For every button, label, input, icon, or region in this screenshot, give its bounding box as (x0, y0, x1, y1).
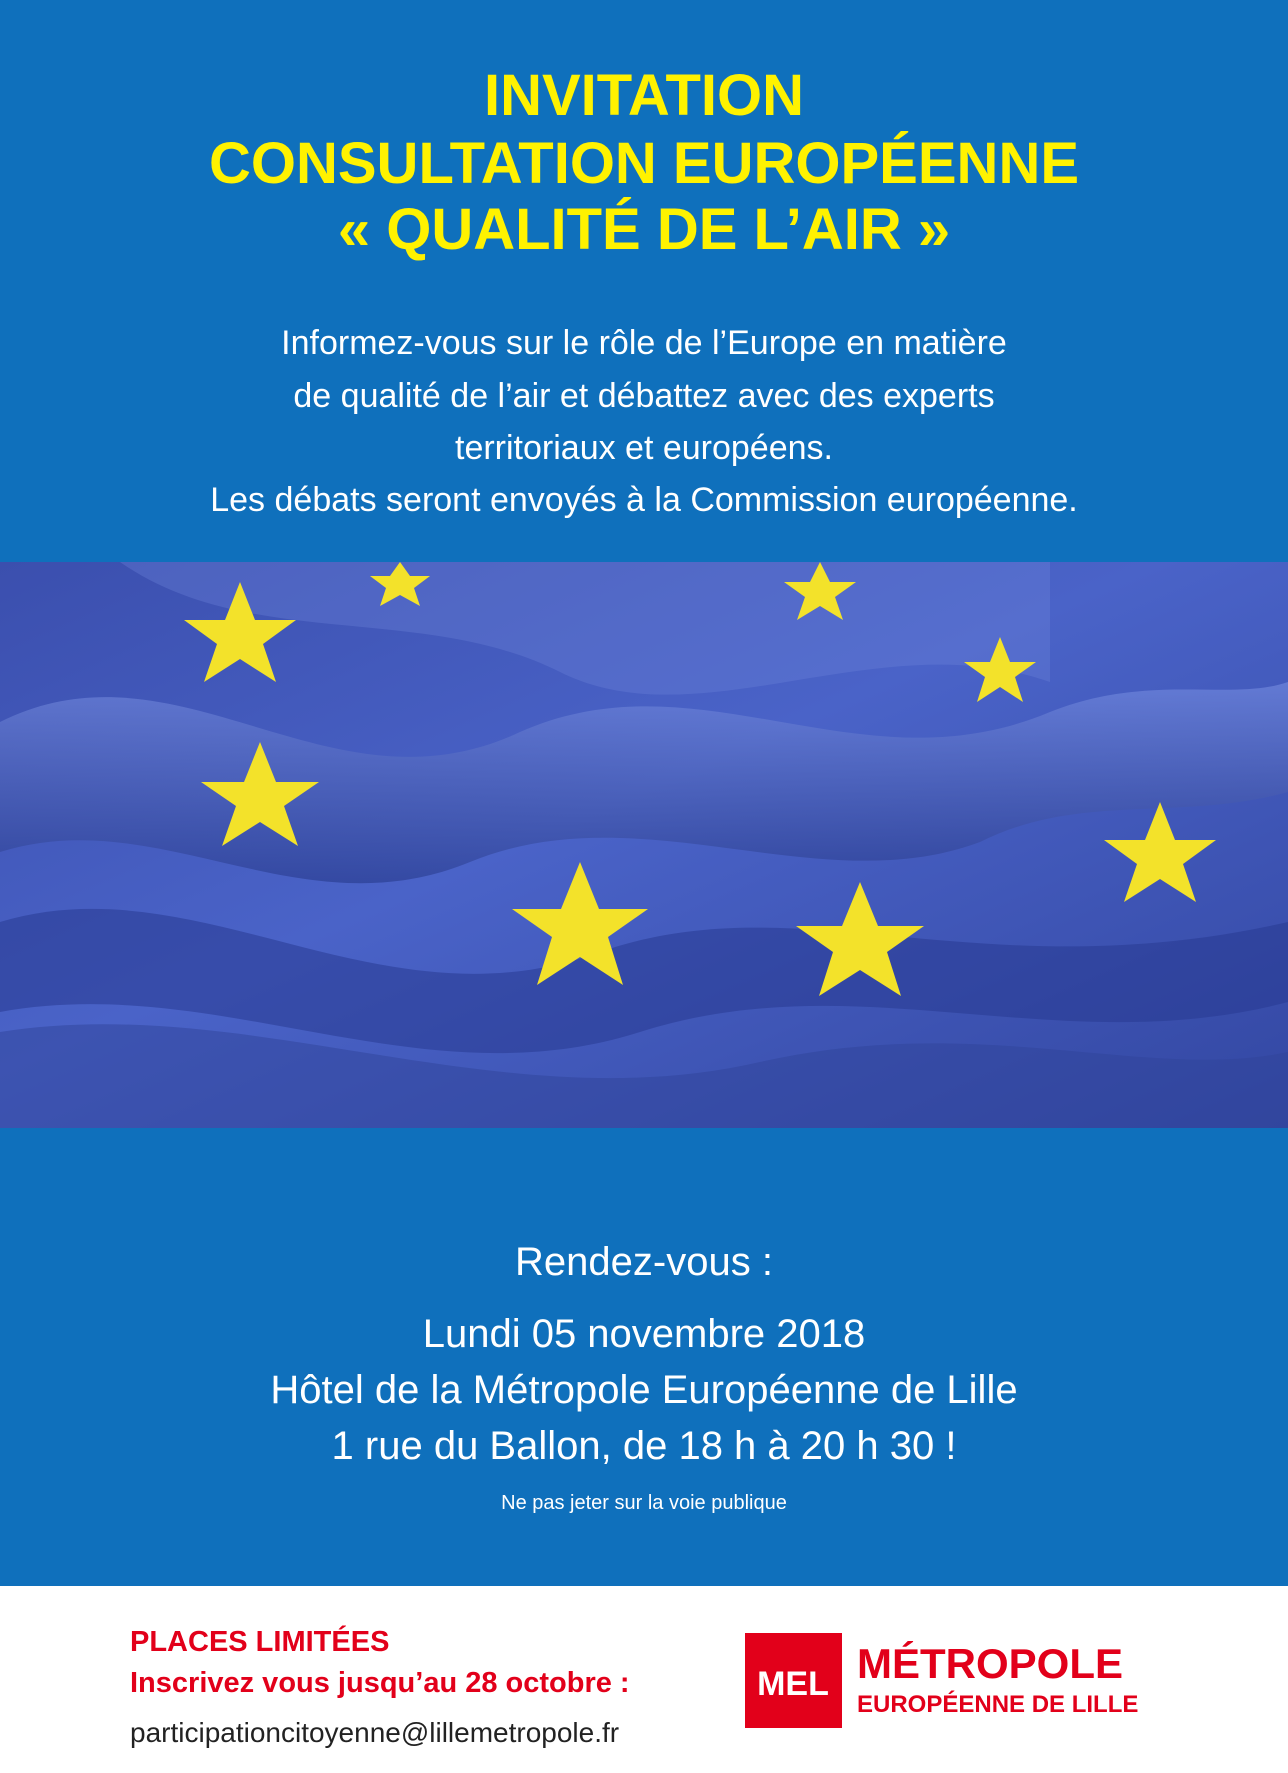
intro-line-1: Informez-vous sur le rôle de l’Europe en matière (281, 324, 1007, 362)
title-line-2: CONSULTATION EUROPÉENNE (208, 131, 1080, 196)
svg-text:EUROPÉENNE DE LILLE: EUROPÉENNE DE LILLE (857, 1691, 1139, 1718)
eu-flag-image (0, 562, 1288, 1128)
intro-line-4: Les débats seront envoyés à la Commission européenne. (210, 481, 1078, 519)
event-section (0, 1128, 1288, 1586)
registration-deadline: Inscrivez vous jusqu’au 28 octobre : (130, 1667, 630, 1699)
places-limited: PLACES LIMITÉES (130, 1626, 390, 1658)
event-heading: Rendez-vous : (515, 1240, 773, 1284)
svg-text:MÉTROPOLE: MÉTROPOLE (857, 1640, 1124, 1687)
mel-logo (745, 1633, 1175, 1728)
event-venue: Hôtel de la Métropole Européenne de Lille (270, 1368, 1018, 1412)
title-line-3: « QUALITÉ DE L’AIR » (337, 197, 951, 262)
event-address-time: 1 rue du Ballon, de 18 h à 20 h 30 ! (331, 1424, 957, 1468)
contact-email[interactable]: participationcitoyenne@lillemetropole.fr (130, 1717, 620, 1748)
disposal-notice: Ne pas jeter sur la voie publique (501, 1492, 787, 1514)
svg-text:MEL: MEL (757, 1665, 829, 1703)
header-section (0, 0, 1288, 562)
intro-line-3: territoriaux et européens. (455, 429, 833, 467)
event-date: Lundi 05 novembre 2018 (422, 1312, 866, 1356)
intro-line-2: de qualité de l’air et débattez avec des experts (293, 377, 995, 415)
title-line-1: INVITATION (483, 63, 805, 128)
